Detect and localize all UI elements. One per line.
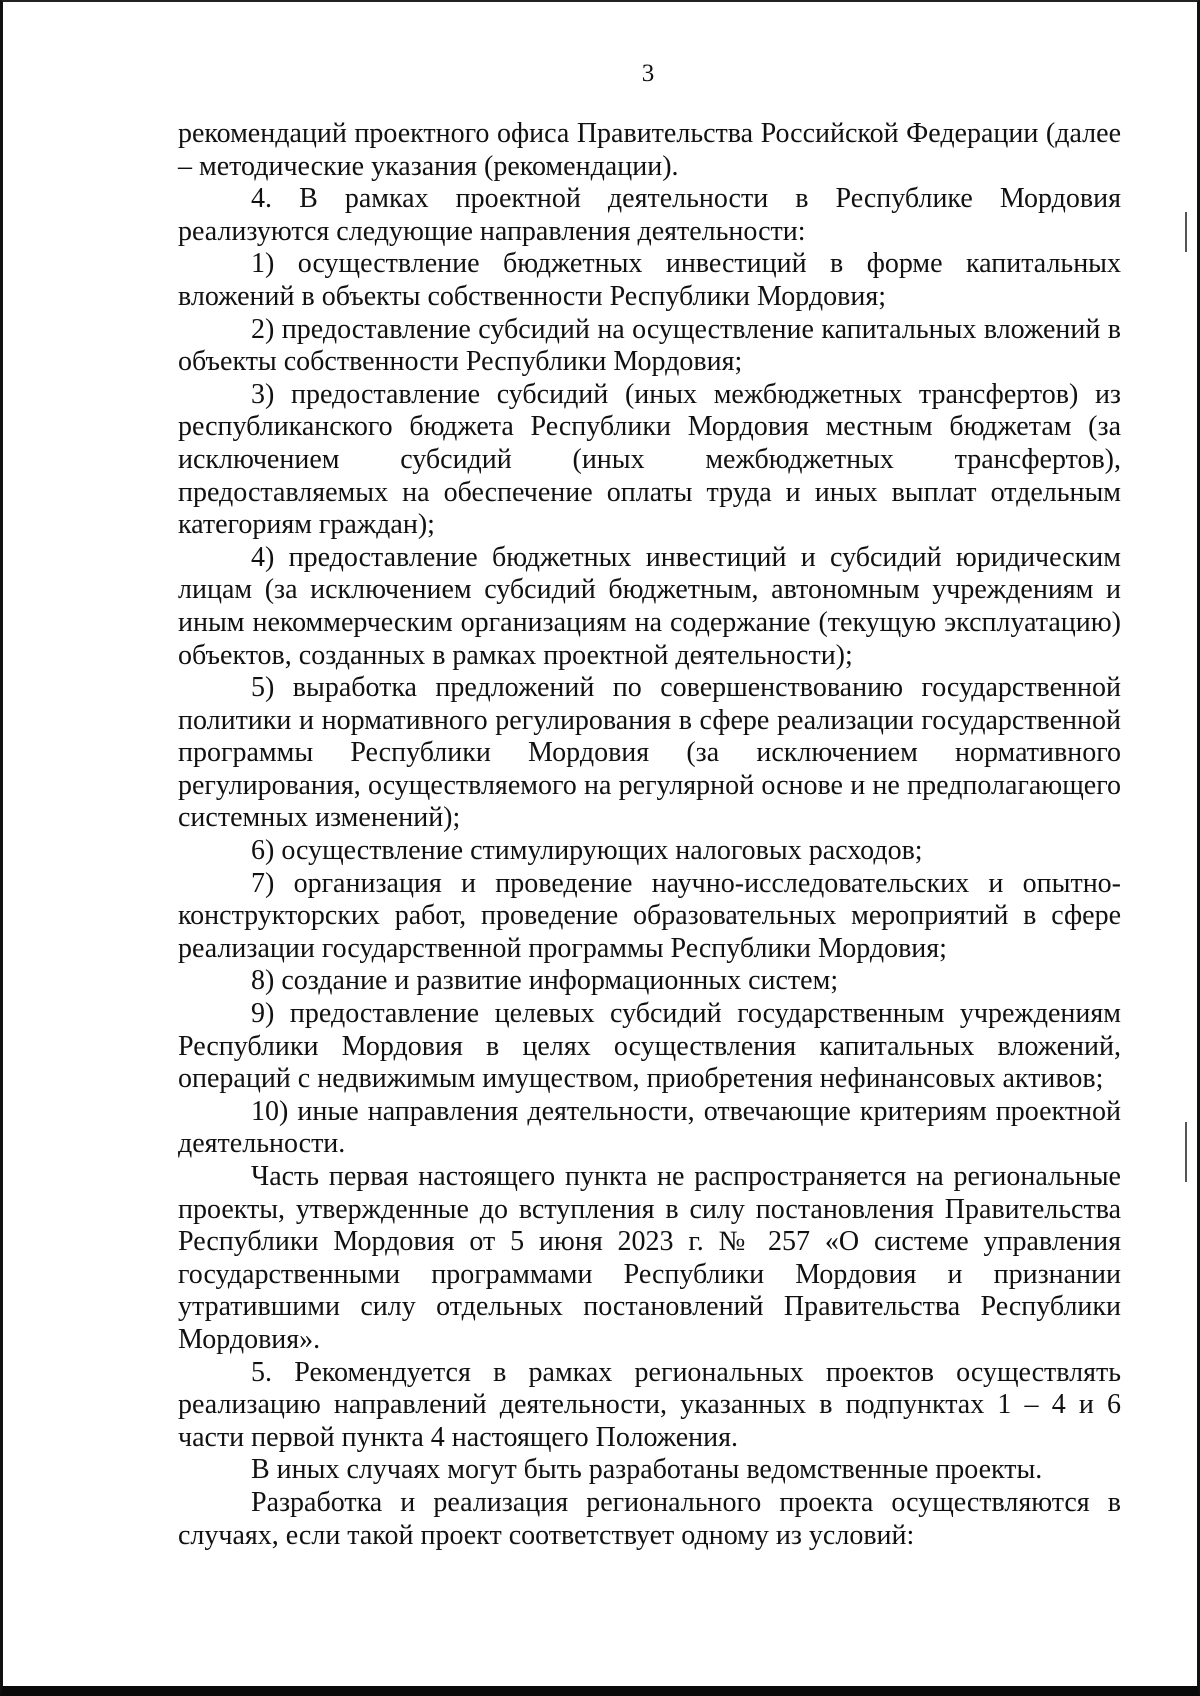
- list-item-5: 5) выработка предложений по совершенствованию государственной политики и нормативного регулирования в сфере реализации государственной программы Республики Мордовия (за исключением нормативного регулирования, осуществляемого на регулярной основе и не предполагающего системных изменений);: [178, 672, 1121, 834]
- list-item-6: 6) осуществление стимулирующих налоговых расходов;: [251, 835, 923, 867]
- scan-margin-mark: [1185, 212, 1187, 252]
- paragraph-item-4: 4. В рамках проектной деятельности в Республике Мордовия реализуются следующие направления деятельности:: [178, 183, 1121, 247]
- document-body: [178, 118, 1121, 1552]
- list-item-3: 3) предоставление субсидий (иных межбюджетных трансфертов) из республиканского бюджета Республики Мордовия местным бюджетам (за исключением субсидий (иных межбюджетных трансфертов), предоставляемых на обеспечение оплаты труда и иных выплат отдельным категориям граждан);: [178, 378, 1121, 541]
- list-item-1: 1) осуществление бюджетных инвестиций в форме капитальных вложений в объекты собственности Республики Мордовия;: [178, 248, 1121, 312]
- paragraph-conditions: Разработка и реализация регионального проекта осуществляются в случаях, если такой проект соответствует одному из условий:: [178, 1486, 1121, 1551]
- scan-margin-mark: [1185, 1122, 1187, 1182]
- paragraph-item-5: 5. Рекомендуется в рамках региональных проектов осуществлять реализацию направлений деятельности, указанных в подпунктах 1 – 4 и 6 части первой пункта 4 настоящего Положения.: [178, 1356, 1121, 1453]
- paragraph-exception: Часть первая настоящего пункта не распространяется на региональные проекты, утвержденные до вступления в силу постановления Правительства Республики Мордовия от 5 июня 2023 г. № 257 «О системе управления государственными программами Республики Мордовия и признании утратившими силу отдельных постановлений Правительства Республики Мордовия».: [178, 1161, 1121, 1355]
- list-item-9: 9) предоставление целевых субсидий государственным учреждениям Республики Мордовия в целях осуществления капитальных вложений, операций с недвижимым имуществом, приобретения нефинансовых активов;: [178, 998, 1121, 1095]
- list-item-7: 7) организация и проведение научно-исследовательских и опытно-конструкторских работ, проведение образовательных мероприятий в сфере реализации государственной программы Республики Мордовия;: [178, 867, 1121, 964]
- paragraph-departmental: В иных случаях могут быть разработаны ведомственные проекты.: [251, 1454, 1043, 1486]
- list-item-8: 8) создание и развитие информационных систем;: [251, 965, 839, 997]
- paragraph-continuation: рекомендаций проектного офиса Правительства Российской Федерации (далее – методические указания (рекомендации).: [178, 118, 1121, 182]
- list-item-4: 4) предоставление бюджетных инвестиций и субсидий юридическим лицам (за исключением субсидий бюджетным, автономным учреждениям и иным некоммерческим организациям на содержание (текущую эксплуатацию) объектов, созданных в рамках проектной деятельности);: [178, 541, 1121, 671]
- list-item-2: 2) предоставление субсидий на осуществление капитальных вложений в объекты собственности Республики Мордовия;: [178, 313, 1121, 378]
- page-number: 3: [641, 60, 655, 87]
- list-item-10: 10) иные направления деятельности, отвечающие критериям проектной деятельности.: [178, 1095, 1121, 1160]
